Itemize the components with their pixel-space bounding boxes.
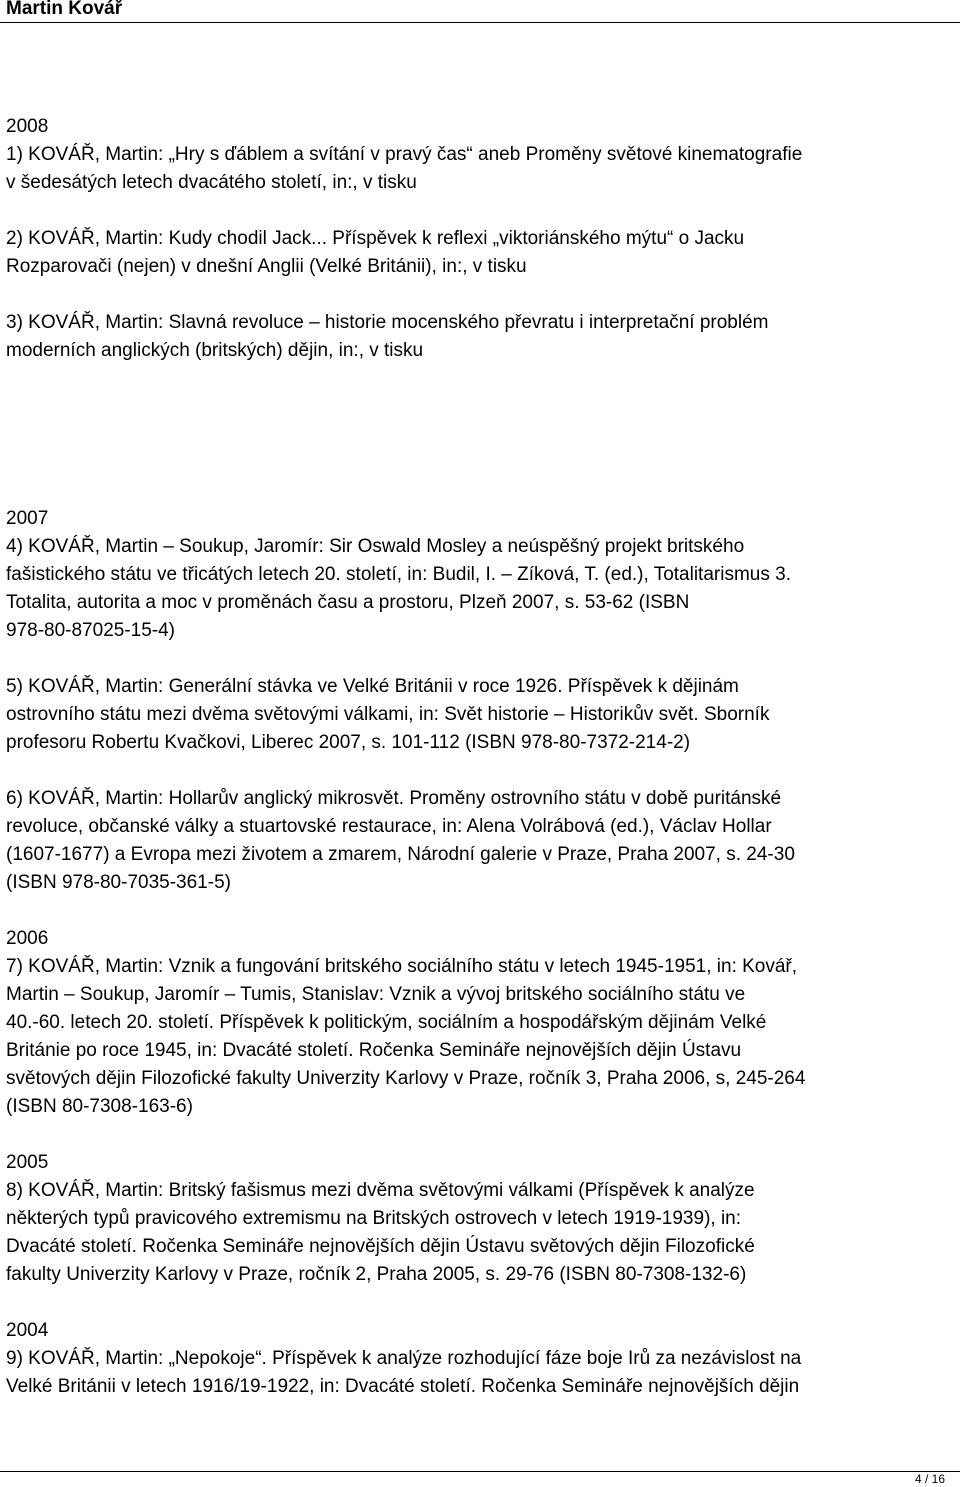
document-header-title: Martin Kovář (6, 0, 123, 19)
bibliography-entry-5 (6, 673, 946, 757)
year-heading-2005: 2005 (6, 1152, 49, 1173)
bibliography-entry-9 (6, 1345, 946, 1401)
year-heading-2004: 2004 (6, 1320, 49, 1341)
entry-line: 2) KOVÁŘ, Martin: Kudy chodil Jack... Příspěvek k reflexi „viktoriánského mýtu“ o Jacku (6, 228, 745, 249)
entry-line: moderních anglických (britských) dějin, in:, v tisku (6, 340, 424, 361)
entry-line: v šedesátých letech dvacátého století, in:, v tisku (6, 172, 417, 193)
year-heading-2006: 2006 (6, 928, 49, 949)
entry-line: 978-80-87025-15-4) (6, 620, 176, 641)
bibliography-entry-4 (6, 533, 946, 645)
bibliography-entry-7 (6, 953, 946, 1121)
entry-line: Británie po roce 1945, in: Dvacáté století. Ročenka Semináře nejnovějších dějin Ústavu (6, 1040, 742, 1061)
entry-line: 8) KOVÁŘ, Martin: Britský fašismus mezi dvěma světovými válkami (Příspěvek k analýze (6, 1180, 755, 1201)
entry-line: (ISBN 80-7308-163-6) (6, 1096, 193, 1117)
entry-line: některých typů pravicového extremismu na Britských ostrovech v letech 1919-1939), in: (6, 1208, 742, 1229)
entry-line: Rozparovači (nejen) v dnešní Anglii (Velké Británii), in:, v tisku (6, 256, 527, 277)
page-number: 4 / 16 (914, 1472, 945, 1486)
entry-line: fakulty Univerzity Karlovy v Praze, ročník 2, Praha 2005, s. 29-76 (ISBN 80-7308-132-6) (6, 1264, 747, 1285)
entry-line: Martin – Soukup, Jaromír – Tumis, Stanislav: Vznik a vývoj britského sociálního státu ve (6, 984, 746, 1005)
entry-line: (1607-1677) a Evropa mezi životem a zmarem, Národní galerie v Praze, Praha 2007, s. 24-30 (6, 844, 795, 865)
entry-line: 9) KOVÁŘ, Martin: „Nepokoje“. Příspěvek k analýze rozhodující fáze boje Irů za nezávislost na (6, 1348, 802, 1369)
bibliography-content (6, 113, 946, 1401)
bibliography-entry-1 (6, 141, 946, 197)
bibliography-entry-6 (6, 785, 946, 897)
entry-line: Totalita, autorita a moc v proměnách času a prostoru, Plzeň 2007, s. 53-62 (ISBN (6, 592, 690, 613)
year-heading-2007: 2007 (6, 508, 49, 529)
year-heading-2008: 2008 (6, 116, 49, 137)
entry-line: Dvacáté století. Ročenka Semináře nejnovějších dějin Ústavu světových dějin Filozofické (6, 1236, 755, 1257)
entry-line: světových dějin Filozofické fakulty Univerzity Karlovy v Praze, ročník 3, Praha 2006, s, 245-264 (6, 1068, 806, 1089)
entry-line: 1) KOVÁŘ, Martin: „Hry s ďáblem a svítání v pravý čas“ aneb Proměny světové kinematografie (6, 144, 803, 165)
entry-line: fašistického státu ve třicátých letech 20. století, in: Budil, I. – Zíková, T. (ed.), Totalitarismus 3. (6, 564, 791, 585)
bibliography-entry-8 (6, 1177, 946, 1289)
entry-line: profesoru Robertu Kvačkovi, Liberec 2007, s. 101-112 (ISBN 978-80-7372-214-2) (6, 732, 691, 753)
entry-line: 40.-60. letech 20. století. Příspěvek k politickým, sociálním a hospodářským dějinám Velké (6, 1012, 767, 1033)
entry-line: ostrovního státu mezi dvěma světovými válkami, in: Svět historie – Historikův svět. Sborník (6, 704, 770, 725)
entry-line: 4) KOVÁŘ, Martin – Soukup, Jaromír: Sir Oswald Mosley a neúspěšný projekt britského (6, 536, 745, 557)
header-divider (0, 22, 960, 23)
entry-line: 7) KOVÁŘ, Martin: Vznik a fungování britského sociálního státu v letech 1945-1951, in: Kovář, (6, 956, 798, 977)
entry-line: Velké Británii v letech 1916/19-1922, in: Dvacáté století. Ročenka Semináře nejnovějších dějin (6, 1376, 800, 1397)
entry-line: revoluce, občanské války a stuartovské restaurace, in: Alena Volrábová (ed.), Václav Hollar (6, 816, 772, 837)
entry-line: 6) KOVÁŘ, Martin: Hollarův anglický mikrosvět. Proměny ostrovního státu v době puritánské (6, 788, 782, 809)
footer-divider (0, 1471, 960, 1472)
entry-line: 3) KOVÁŘ, Martin: Slavná revoluce – historie mocenského převratu i interpretační problém (6, 312, 769, 333)
bibliography-entry-2 (6, 225, 946, 281)
bibliography-entry-3 (6, 309, 946, 365)
entry-line: 5) KOVÁŘ, Martin: Generální stávka ve Velké Británii v roce 1926. Příspěvek k dějinám (6, 676, 739, 697)
entry-line: (ISBN 978-80-7035-361-5) (6, 872, 231, 893)
